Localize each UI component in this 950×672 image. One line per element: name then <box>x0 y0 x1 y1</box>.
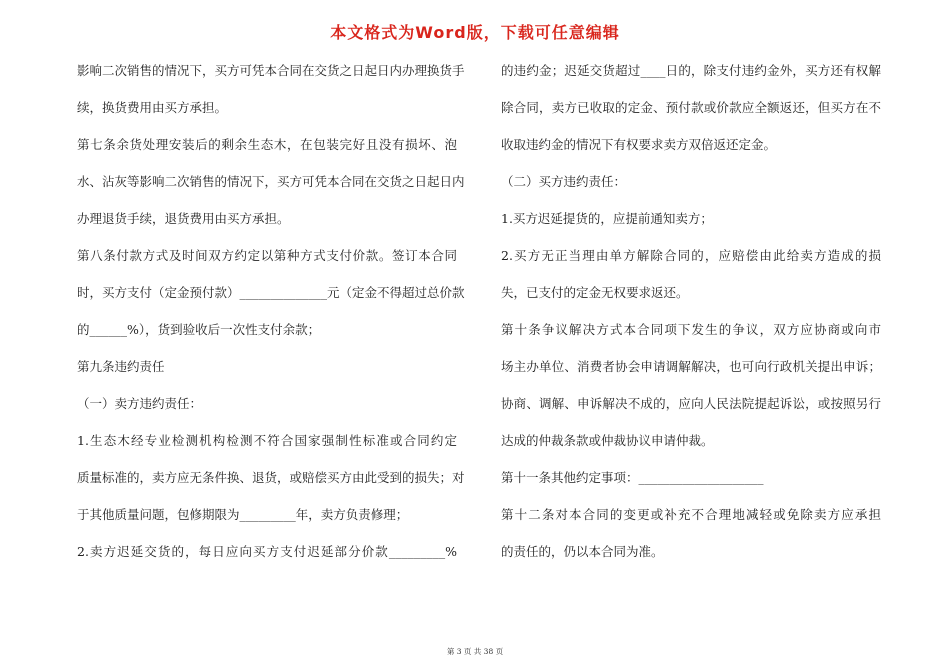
text-line: （二）买方违约责任： <box>501 174 627 189</box>
text-line: 水、沾灰等影响二次销售的情况下，买方可凭本合同在交货之日起日内 <box>77 174 465 189</box>
text-line: 于其他质量问题，包修期限为_________年，卖方负责修理； <box>77 507 409 522</box>
text-line: 质量标准的，卖方应无条件换、退货，或赔偿买方由此受到的损失；对 <box>77 470 465 485</box>
text-line: 时，买方支付（定金预付款）______________元（定金不得超过总价款 <box>77 285 465 300</box>
text-line: 影响二次销售的情况下，买方可凭本合同在交货之日起日内办理换货手 <box>77 63 465 78</box>
text-line: 第八条付款方式及时间双方约定以第种方式支付价款。签订本合同 <box>77 248 457 263</box>
text-line: （一）卖方违约责任： <box>77 396 203 411</box>
text-line: 续，换货费用由买方承担。 <box>77 100 228 115</box>
text-line: 的违约金；迟延交货超过____日的，除支付违约金外，买方还有权解 <box>501 63 881 78</box>
text-line: 第十条争议解决方式本合同项下发生的争议，双方应协商或向市 <box>501 322 881 337</box>
text-line: 第七条余货处理安装后的剩余生态木，在包装完好且没有损坏、泡 <box>77 137 457 152</box>
text-line: 的______%），货到验收后一次性支付余款； <box>77 322 321 337</box>
text-line: 的责任的，仍以本合同为准。 <box>501 544 664 559</box>
text-line: 除合同，卖方已收取的定金、预付款或价款应全额返还，但买方在不 <box>501 100 881 115</box>
text-line: 第十二条对本合同的变更或补充不合理地减轻或免除卖方应承担 <box>501 507 881 522</box>
text-line: 达成的仲裁条款或仲裁协议申请仲裁。 <box>501 433 714 448</box>
text-line: 第十一条其他约定事项：____________________ <box>501 470 764 485</box>
text-line: 失，已支付的定金无权要求返还。 <box>501 285 689 300</box>
text-line: 场主办单位、消费者协会申请调解解决，也可向行政机关提出申诉； <box>501 359 881 374</box>
text-line: 协商、调解、申诉解决不成的，应向人民法院提起诉讼，或按照另行 <box>501 396 881 411</box>
text-line: 收取违约金的情况下有权要求卖方双倍返还定金。 <box>501 137 777 152</box>
word-format-banner: 本文格式为Word版，下载可任意编辑 <box>330 23 620 42</box>
text-line: 1.生态木经专业检测机构检测不符合国家强制性标准或合同约定 <box>77 433 457 448</box>
right-text-column <box>501 62 881 561</box>
page-number-footer: 第 3 页 共 38 页 <box>446 647 504 656</box>
text-line: 1.买方迟延提货的，应提前通知卖方； <box>501 211 713 226</box>
text-line: 办理退货手续，退货费用由买方承担。 <box>77 211 290 226</box>
text-line: 2.买方无正当理由单方解除合同的，应赔偿由此给卖方造成的损 <box>501 248 881 263</box>
text-line: 第九条违约责任 <box>77 359 165 374</box>
left-text-column <box>77 62 465 561</box>
text-line: 2.卖方迟延交货的，每日应向买方支付迟延部分价款_________% <box>77 544 457 559</box>
